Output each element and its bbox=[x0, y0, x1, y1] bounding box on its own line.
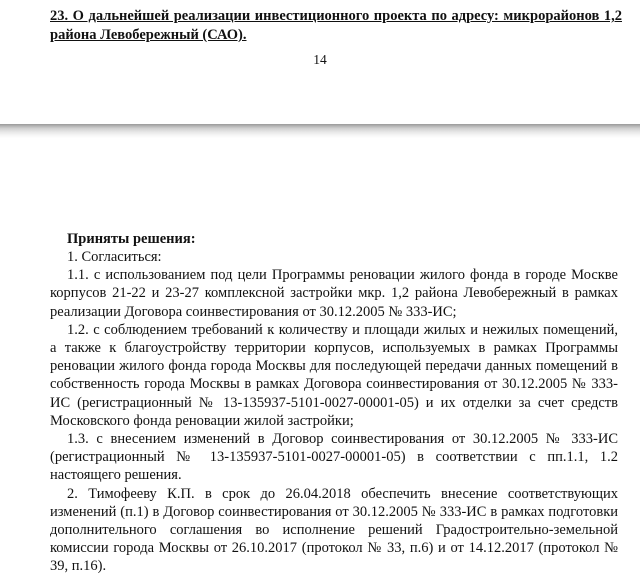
page-bottom bbox=[0, 138, 640, 585]
decision-paragraph: 1.1. с использованием под цели Программы реновации жилого фонда в городе Москве корпусов 21-22 и 23-27 комплексной застройки мкр. 1,2 района Левобережный в рамках реализации Договора соинвестирования от 30.12.2005 № 333-ИС; bbox=[50, 267, 618, 320]
section-heading: 23. О дальнейшей реализации инвестиционного проекта по адресу: микрорайонов 1,2 района Левобережный (САО). bbox=[50, 8, 622, 43]
decision-paragraph: 2. Тимофееву К.П. в срок до 26.04.2018 обеспечить внесение соответствующих изменений (п.1) в Договор соинвестирования от 30.12.2005 № 333-ИС в рамках подготовки дополнительного соглашения во исполнение решений Градостроительно-земельной комиссии города Москвы от 26.10.2017 (протокол № 33, п.6) и от 14.12.2017 (протокол № 39, п.16). bbox=[50, 485, 618, 575]
page-number: 14 bbox=[313, 52, 327, 67]
decisions-body bbox=[50, 248, 618, 576]
decision-paragraph: 1.3. с внесением изменений в Договор соинвестирования от 30.12.2005 № 333-ИС (регистрационный № 13-135937-5101-0027-00001-05) в соответствии с пп.1.1, 1.2 настоящего решения. bbox=[50, 431, 618, 484]
decision-paragraph: 1. Согласиться: bbox=[67, 249, 162, 265]
decisions-title: Приняты решения: bbox=[67, 231, 196, 247]
page-top bbox=[0, 0, 640, 124]
page-gap-divider bbox=[0, 124, 640, 138]
decision-paragraph: 1.2. с соблюдением требований к количеству и площади жилых и нежилых помещений, а также к благоустройству территории корпусов, используемых в рамках Программы реновации жилого фонда города Москвы для последующей передачи данных помещений в собственность города Москвы в рамках Договора соинвестирования от 30.12.2005 № 333-ИС (регистрационный № 13-135937-5101-0027-00001-05) и их отделки за счет средств Московского фонда реновации жилой застройки; bbox=[50, 321, 618, 429]
